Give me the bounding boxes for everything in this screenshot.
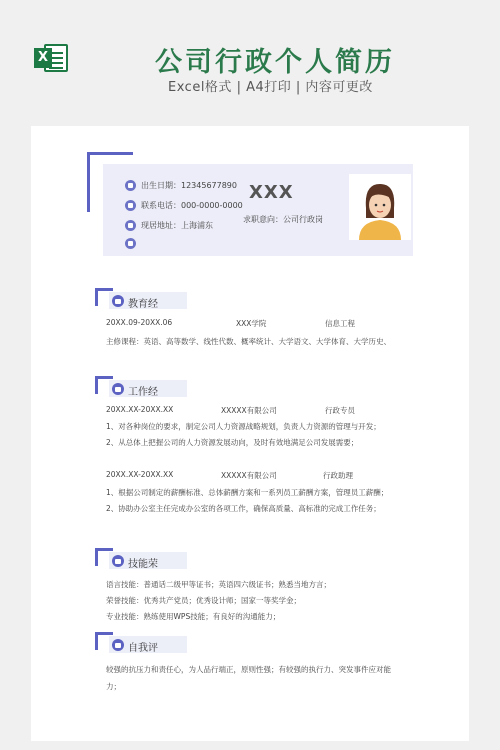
skill-line-3: 专业技能：熟练使用WPS技能；有良好的沟通能力；	[106, 612, 281, 621]
location-icon	[125, 220, 136, 231]
self-eval-line-1: 较强的抗压力和责任心，为人品行端正，原则性强；有较强的执行力、突发事件应对能	[106, 665, 391, 674]
job-2-period: 20XX.XX-20XX.XX	[106, 470, 174, 479]
calendar-icon	[125, 180, 136, 191]
self-eval-line-2: 力；	[106, 682, 121, 691]
tools-icon	[112, 555, 124, 567]
phone-text: 联系电话：000-0000-0000	[141, 200, 243, 210]
birth-text: 出生日期：12345677890	[141, 180, 237, 190]
excel-icon: X	[34, 42, 68, 74]
avatar	[349, 174, 411, 240]
work-section-header	[95, 376, 205, 400]
education-courses: 主修课程：英语、高等数学、线性代数、概率统计、大学语文、大学体育、大学历史、	[106, 337, 391, 346]
work-title: 工作经	[128, 387, 158, 398]
education-period: 20XX.09-20XX.06	[106, 318, 173, 327]
mail-icon	[125, 238, 136, 249]
skill-line-2: 荣誉技能：优秀共产党员；优秀设计师；国家一等奖学金；	[106, 596, 301, 605]
resume-page	[31, 126, 469, 741]
job-1-duty-1: 1、对各种岗位的要求，制定公司人力资源战略规划，负责人力资源的管理与开发；	[106, 422, 381, 431]
banner	[0, 0, 500, 110]
address-text: 现居地址：上海浦东	[141, 220, 213, 230]
education-school: XXX学院	[236, 319, 267, 328]
self-eval-title: 自我评	[128, 643, 158, 654]
job-2-duty-1: 1、根据公司制定的薪酬标准、总体薪酬方案和一系列员工薪酬方案，管理员工薪酬；	[106, 488, 389, 497]
education-major: 信息工程	[325, 319, 355, 328]
education-title: 教育经	[128, 299, 158, 310]
banner-subtitle: Excel格式 | A4打印 | 内容可更改	[168, 80, 373, 95]
briefcase-icon	[112, 383, 124, 395]
skill-line-1: 语言技能：普通话二级甲等证书；英语四六级证书；熟悉当地方言；	[106, 580, 331, 589]
job-1-period: 20XX.XX-20XX.XX	[106, 405, 174, 414]
profile-panel	[103, 164, 413, 256]
job-intention: 求职意向：公司行政岗	[243, 215, 323, 224]
self-eval-section-header	[95, 632, 205, 656]
banner-title: 公司行政个人简历	[155, 47, 395, 78]
job-2-duty-2: 2、协助办公室主任完成办公室的各项工作，确保高质量、高标准的完成工作任务；	[106, 504, 381, 513]
birth-row	[125, 178, 237, 192]
skills-section-header	[95, 548, 205, 572]
graduation-cap-icon	[112, 295, 124, 307]
education-section-header	[95, 288, 205, 312]
job-1-role: 行政专员	[325, 406, 355, 415]
job-2-role: 行政助理	[323, 471, 353, 480]
phone-row	[125, 198, 243, 212]
email-row	[125, 236, 141, 250]
candidate-name: XXX	[249, 182, 294, 203]
job-1-company: XXXXX有限公司	[221, 406, 277, 415]
phone-icon	[125, 200, 136, 211]
skills-title: 技能荣	[128, 559, 158, 570]
job-1-duty-2: 2、从总体上把握公司的人力资源发展动向，及时有效地满足公司发展需要；	[106, 438, 359, 447]
comment-icon	[112, 639, 124, 651]
address-row	[125, 218, 213, 232]
job-2-company: XXXXX有限公司	[221, 471, 277, 480]
